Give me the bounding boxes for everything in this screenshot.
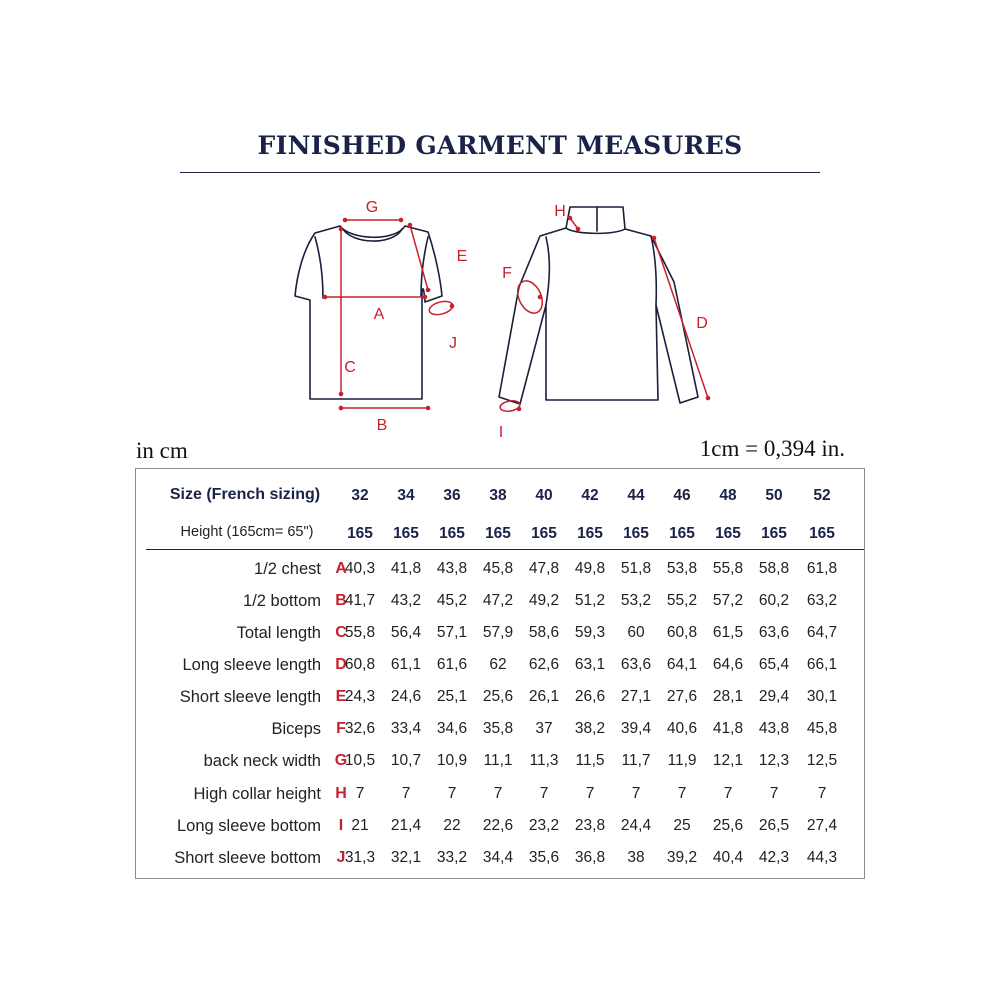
letter-j: J <box>449 335 457 352</box>
table-cell: 39,4 <box>620 720 652 737</box>
row-letter: G <box>334 752 348 769</box>
table-cell: 53,8 <box>666 560 698 577</box>
table-cell: 57,9 <box>482 624 514 641</box>
table-cell: 12,1 <box>712 752 744 769</box>
table-cell: 32,1 <box>390 849 422 866</box>
table-cell: 57,2 <box>712 592 744 609</box>
height-value: 165 <box>439 525 465 542</box>
table-cell: 60,2 <box>758 592 790 609</box>
table-cell: 27,1 <box>620 688 652 705</box>
row-letter: F <box>336 720 346 737</box>
table-cell: 11,9 <box>667 752 697 769</box>
table-cell: 27,6 <box>666 688 698 705</box>
table-cell: 21,4 <box>390 817 422 834</box>
table-cell: 61,5 <box>712 624 744 641</box>
table-cell: 40,3 <box>344 560 376 577</box>
table-cell: 51,8 <box>620 560 652 577</box>
table-cell: 33,2 <box>436 849 468 866</box>
letter-e: E <box>456 248 468 265</box>
table-cell: 34,4 <box>482 849 514 866</box>
table-cell: 43,8 <box>758 720 790 737</box>
table-cell: 23,8 <box>574 817 606 834</box>
size-column-header: 46 <box>673 487 691 504</box>
table-cell: 25,1 <box>436 688 468 705</box>
letter-d: D <box>696 315 708 332</box>
table-cell: 34,6 <box>436 720 468 737</box>
size-column-header: 48 <box>719 487 737 504</box>
table-cell: 63,1 <box>574 656 606 673</box>
letter-i: I <box>498 424 504 440</box>
table-cell: 55,8 <box>344 624 376 641</box>
table-cell: 36,8 <box>574 849 606 866</box>
row-letter: B <box>335 592 347 609</box>
table-cell: 62 <box>489 656 507 673</box>
row-letter: A <box>335 560 347 577</box>
table-cell: 12,3 <box>758 752 790 769</box>
table-cell: 24,6 <box>390 688 422 705</box>
height-header: Height (165cm= 65") <box>180 524 314 540</box>
table-cell: 45,8 <box>806 720 838 737</box>
table-cell: 25 <box>673 817 691 834</box>
row-label: Biceps <box>271 720 321 738</box>
table-cell: 7 <box>585 785 595 802</box>
table-cell: 33,4 <box>390 720 422 737</box>
table-cell: 65,4 <box>758 656 790 673</box>
table-cell: 61,1 <box>390 656 422 673</box>
row-letter: I <box>338 817 344 834</box>
table-cell: 11,3 <box>529 752 559 769</box>
table-cell: 58,6 <box>528 624 560 641</box>
table-cell: 57,1 <box>436 624 468 641</box>
table-cell: 47,8 <box>528 560 560 577</box>
table-cell: 42,3 <box>758 849 790 866</box>
letter-b: B <box>376 417 388 434</box>
height-value: 165 <box>531 525 557 542</box>
table-cell: 45,8 <box>482 560 514 577</box>
table-cell: 7 <box>355 785 365 802</box>
row-label: Long sleeve length <box>182 656 321 674</box>
row-label: Short sleeve length <box>179 688 321 706</box>
table-cell: 58,8 <box>758 560 790 577</box>
size-column-header: 44 <box>627 487 645 504</box>
height-value: 165 <box>809 525 835 542</box>
table-cell: 26,6 <box>574 688 606 705</box>
table-cell: 7 <box>769 785 779 802</box>
table-cell: 41,8 <box>390 560 422 577</box>
table-cell: 49,2 <box>528 592 560 609</box>
table-cell: 26,1 <box>528 688 560 705</box>
table-cell: 55,8 <box>712 560 744 577</box>
short-sleeve-tee-drawing <box>295 226 442 399</box>
unit-conversion: 1cm = 0,394 in. <box>699 436 845 461</box>
height-value: 165 <box>761 525 787 542</box>
letter-f: F <box>502 265 512 282</box>
table-cell: 64,7 <box>806 624 838 641</box>
table-cell: 38,2 <box>574 720 606 737</box>
table-cell: 60 <box>627 624 645 641</box>
table-cell: 11,7 <box>621 752 651 769</box>
table-cell: 63,6 <box>758 624 790 641</box>
size-column-header: 32 <box>351 487 369 504</box>
row-letter: D <box>335 656 347 673</box>
table-cell: 47,2 <box>482 592 514 609</box>
height-value: 165 <box>715 525 741 542</box>
size-column-header: 34 <box>397 487 415 504</box>
table-cell: 43,2 <box>390 592 422 609</box>
height-value: 165 <box>393 525 419 542</box>
row-label: back neck width <box>203 752 321 770</box>
table-cell: 7 <box>401 785 411 802</box>
size-column-header: 38 <box>489 487 507 504</box>
table-cell: 10,9 <box>436 752 468 769</box>
table-cell: 10,5 <box>344 752 376 769</box>
table-cell: 7 <box>539 785 549 802</box>
size-header: Size (French sizing) <box>169 486 321 503</box>
table-cell: 12,5 <box>806 752 838 769</box>
table-cell: 38 <box>627 849 645 866</box>
height-value: 165 <box>347 525 373 542</box>
size-column-header: 36 <box>443 487 461 504</box>
table-cell: 27,4 <box>806 817 838 834</box>
table-cell: 24,3 <box>344 688 376 705</box>
table-cell: 45,2 <box>436 592 468 609</box>
row-label: 1/2 bottom <box>243 592 321 610</box>
table-cell: 24,4 <box>620 817 652 834</box>
size-column-header: 42 <box>581 487 599 504</box>
table-cell: 11,5 <box>575 752 605 769</box>
table-cell: 35,6 <box>528 849 560 866</box>
unit-label: in cm <box>136 438 188 463</box>
row-letter: E <box>335 688 347 705</box>
table-cell: 7 <box>677 785 687 802</box>
table-cell: 7 <box>447 785 457 802</box>
table-cell: 61,6 <box>436 656 468 673</box>
letter-c: C <box>344 359 356 376</box>
table-cell: 26,5 <box>758 817 790 834</box>
table-cell: 66,1 <box>806 656 838 673</box>
table-cell: 53,2 <box>620 592 652 609</box>
table-cell: 10,7 <box>390 752 422 769</box>
letter-a: A <box>373 306 385 323</box>
height-value: 165 <box>577 525 603 542</box>
table-cell: 43,8 <box>436 560 468 577</box>
row-label: Total length <box>236 624 321 642</box>
table-cell: 63,6 <box>620 656 652 673</box>
table-cell: 61,8 <box>806 560 838 577</box>
row-letter: J <box>336 849 346 866</box>
table-cell: 62,6 <box>528 656 560 673</box>
row-letter: H <box>335 785 347 802</box>
table-cell: 56,4 <box>390 624 422 641</box>
table-cell: 63,2 <box>806 592 838 609</box>
row-label: 1/2 chest <box>254 560 321 578</box>
long-sleeve-collar-drawing <box>499 207 698 404</box>
row-label: Long sleeve bottom <box>176 817 321 835</box>
table-cell: 25,6 <box>482 688 514 705</box>
table-cell: 11,1 <box>483 752 513 769</box>
table-cell: 59,3 <box>574 624 606 641</box>
table-cell: 7 <box>493 785 503 802</box>
garment-diagram <box>0 0 1000 440</box>
table-cell: 64,1 <box>666 656 698 673</box>
table-cell: 22,6 <box>482 817 514 834</box>
table-cell: 7 <box>817 785 827 802</box>
table-cell: 37 <box>535 720 553 737</box>
height-value: 165 <box>669 525 695 542</box>
table-cell: 41,7 <box>344 592 376 609</box>
size-column-header: 52 <box>813 487 831 504</box>
table-cell: 25,6 <box>712 817 744 834</box>
table-cell: 21 <box>351 817 369 834</box>
table-cell: 39,2 <box>666 849 698 866</box>
table-cell: 44,3 <box>806 849 838 866</box>
table-cell: 40,6 <box>666 720 698 737</box>
table-cell: 28,1 <box>712 688 744 705</box>
table-cell: 29,4 <box>758 688 790 705</box>
table-cell: 55,2 <box>666 592 698 609</box>
table-cell: 32,6 <box>344 720 376 737</box>
table-cell: 35,8 <box>482 720 514 737</box>
table-cell: 7 <box>723 785 733 802</box>
table-cell: 60,8 <box>344 656 376 673</box>
table-cell: 49,8 <box>574 560 606 577</box>
row-label: Short sleeve bottom <box>174 849 321 867</box>
table-cell: 51,2 <box>574 592 606 609</box>
table-cell: 7 <box>631 785 641 802</box>
table-cell: 64,6 <box>712 656 744 673</box>
size-column-header: 40 <box>535 487 553 504</box>
row-label: High collar height <box>193 785 321 803</box>
height-value: 165 <box>623 525 649 542</box>
table-cell: 60,8 <box>666 624 698 641</box>
header-divider <box>146 549 864 550</box>
row-letter: C <box>335 624 347 641</box>
table-cell: 41,8 <box>712 720 744 737</box>
letter-g: G <box>365 199 379 216</box>
page-title: FINISHED GARMENT MEASURES <box>257 131 743 160</box>
table-cell: 22 <box>443 817 461 834</box>
table-cell: 30,1 <box>806 688 838 705</box>
table-cell: 23,2 <box>528 817 560 834</box>
table-cell: 40,4 <box>712 849 744 866</box>
table-cell: 31,3 <box>344 849 376 866</box>
letter-h: H <box>554 203 566 220</box>
height-value: 165 <box>485 525 511 542</box>
size-column-header: 50 <box>765 487 783 504</box>
